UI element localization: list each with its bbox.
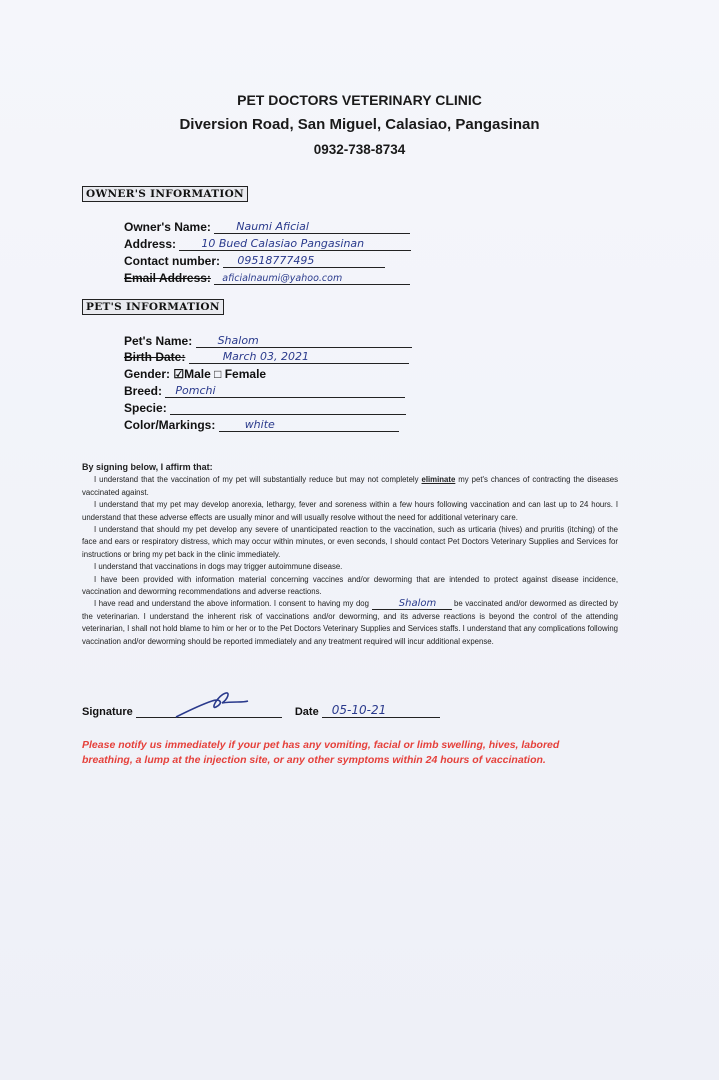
birth-date-row: [124, 349, 409, 364]
color-field[interactable]: [219, 417, 399, 432]
clinic-phone: 0932-738-8734: [313, 142, 406, 157]
clinic-name: PET DOCTORS VETERINARY CLINIC: [237, 92, 482, 108]
affirm-p6: [82, 598, 618, 648]
color-label: Color/Markings:: [124, 418, 216, 432]
owner-name-value: Naumi Aficial: [236, 220, 309, 233]
pet-name-field[interactable]: [196, 333, 412, 348]
owner-name-label: Owner's Name:: [124, 220, 211, 234]
contact-field[interactable]: [223, 253, 385, 268]
pet-name-label: Pet's Name:: [124, 334, 193, 348]
affirm-p3: I understand that should my pet develop any severe of unanticipated reaction to the vaccination, such as urticaria (hives) and pruritis (itching) of the face and ears or respiratory distress, which may occur within minutes, or even seconds, I should contact Pet Doctors Veterinary Supplies and Services for instructions or bring my pet back in the clinic immediately.: [82, 525, 618, 559]
date-label: Date: [294, 706, 319, 718]
breed-field[interactable]: [165, 383, 405, 398]
birth-date-field[interactable]: [189, 349, 409, 364]
affirm-p1-b: my pet's chances of contracting the diseases vaccinated against.: [82, 475, 619, 497]
contact-label: Contact number:: [124, 254, 220, 268]
affirm-p1: [82, 474, 618, 499]
affirm-p4: I understand that vaccinations in dogs may trigger autoimmune disease.: [94, 562, 343, 572]
pet-section-title: PET'S INFORMATION: [82, 299, 224, 315]
specie-row: [124, 400, 406, 415]
date-value: 05-10-21: [331, 703, 387, 717]
affirm-p1-a: I understand that the vaccination of my pet will substantially reduce but may not completely: [94, 475, 422, 485]
breed-label: Breed:: [124, 384, 163, 398]
birth-date-label: Birth Date:: [124, 350, 186, 364]
contact-value: 09518777495: [237, 254, 315, 267]
consent-dog-name[interactable]: Shalom: [372, 599, 452, 610]
color-row: [124, 417, 399, 432]
address-label: Address:: [124, 237, 177, 251]
gender-label: Gender:: [124, 367, 171, 381]
color-value: white: [244, 418, 275, 431]
specie-label: Specie:: [124, 401, 167, 415]
date-field[interactable]: [322, 703, 440, 718]
contact-row: [124, 253, 385, 268]
address-row: [124, 236, 411, 251]
affirm-p6-b: be vaccinated and/or dewormed as directed by the veterinarian. I understand the inherent risk of vaccinations and/or deworming, and its adverse reactions is beyond the control of the attending veterinarian, I shall not hold blame to him or her or to the Pet Doctors Veterinary Supplies and Services staffs. I understand that any complications following vaccination and/or deworming should be reported immediately and any treatment required will incur additional expense.: [82, 599, 618, 646]
owner-name-field[interactable]: [214, 219, 410, 234]
gender-male-checkbox[interactable]: ☑Male: [173, 367, 211, 381]
affirm-p1-underline: eliminate: [421, 475, 456, 485]
gender-female-checkbox[interactable]: □ Female: [214, 367, 267, 381]
email-field[interactable]: [214, 270, 410, 285]
address-value: 10 Bued Calasiao Pangasinan: [201, 237, 365, 250]
gender-row: [124, 367, 266, 381]
email-label: Email Address:: [124, 271, 211, 285]
signature-row: [82, 703, 440, 718]
clinic-address: Diversion Road, San Miguel, Calasiao, Pangasinan: [179, 116, 540, 133]
signature-field[interactable]: [136, 703, 282, 718]
email-value: aficialnaumi@yahoo.com: [222, 273, 343, 284]
owner-name-row: [124, 219, 410, 234]
pet-name-value: Shalom: [217, 334, 259, 347]
affirmation-text: [82, 461, 618, 648]
affirm-p2: I understand that my pet may develop anorexia, lethargy, fever and soreness within a few hours following vaccination and can last up to 24 hours. I understand that these adverse effects are usually minor and will usually resolve without the need for additional veterinary care.: [82, 500, 618, 522]
breed-row: [124, 383, 405, 398]
email-row: [124, 270, 410, 285]
signature-label: Signature: [82, 706, 133, 718]
affirm-lead: By signing below, I affirm that:: [82, 462, 213, 472]
specie-field[interactable]: [170, 400, 406, 415]
breed-value: Pomchi: [175, 384, 216, 397]
birth-date-value: March 03, 2021: [222, 350, 309, 363]
address-field[interactable]: [179, 236, 411, 251]
pet-name-row: [124, 333, 412, 348]
affirm-p6-a: I have read and understand the above information. I consent to having my dog: [94, 599, 372, 609]
signature-scribble: [172, 691, 252, 721]
affirm-p5: I have been provided with information material concerning vaccines and/or deworming that are intended to protect against disease incidence, vaccination and deworming recommendations and adverse reactions.: [82, 574, 618, 597]
notice-text: Please notify us immediately if your pet has any vomiting, facial or limb swelling, hives, labored breathing, a lump at the injection site, or any other symptoms within 24 hours of vaccination.: [82, 739, 560, 766]
owner-section-title: OWNER'S INFORMATION: [82, 186, 248, 202]
